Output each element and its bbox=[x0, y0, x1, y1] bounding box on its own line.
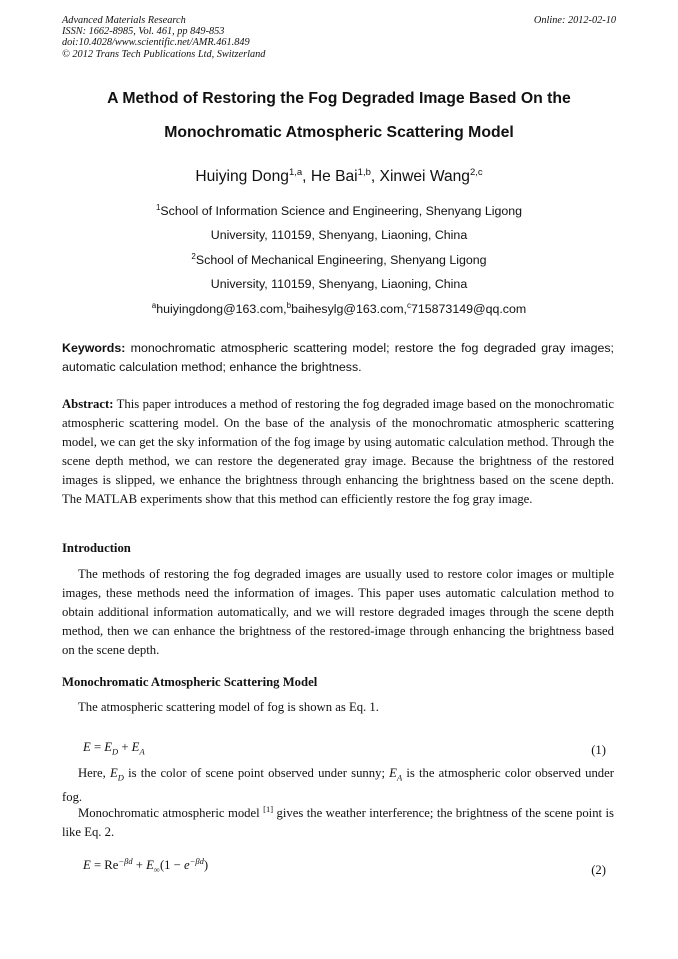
affiliation-mark: 2 bbox=[191, 252, 196, 261]
eq-symbol: E bbox=[83, 858, 91, 872]
author-list: Huiying Dong$^{1,a}$, He Bai$^{1,b}$, Xinwei Wang$^{2,c}$ bbox=[195, 167, 483, 185]
email-address: 715873149@qq.com bbox=[410, 302, 527, 316]
eq-symbol: E bbox=[83, 740, 91, 754]
author-name: He Bai bbox=[310, 168, 358, 185]
journal-info bbox=[62, 15, 265, 60]
journal-line: ISSN: 1662-8985, Vol. 461, pp 849-853 bbox=[62, 26, 225, 38]
equation-2 bbox=[83, 856, 208, 875]
abstract-text: This paper introduces a method of restoring the fog degraded image based on the monochromatic atmospheric scattering model. On the base of the analysis of the monochromatic atmospheric scattering model, we can get the sky information of the fog image by using automatic calculation method. Through the scene depth method, we can restore the degenerated gray image. Because the brightness of the restored images is slipped, we enhance the brightness through enhancing the brightness based on the scene depth. The MATLAB experiments show that this method can efficiently restore the fog gray image. bbox=[62, 397, 614, 506]
eq-symbol: e bbox=[184, 858, 190, 872]
email-address: baihesylg@163.com, bbox=[291, 302, 407, 316]
eq-operator: = bbox=[90, 740, 105, 754]
equation-1 bbox=[83, 740, 145, 757]
abstract bbox=[62, 395, 614, 509]
text-run: gives the weather interference; the brightness of the scene point is like Eq. 2. bbox=[62, 806, 614, 839]
abstract-label: Abstract: bbox=[62, 397, 114, 411]
variable-subscript: D bbox=[117, 772, 124, 783]
eq-operator: ) bbox=[203, 858, 209, 872]
affiliation-2-line-1 bbox=[62, 252, 616, 267]
section-heading-model: Monochromatic Atmospheric Scattering Model bbox=[62, 675, 318, 689]
citation: [1] bbox=[263, 804, 274, 814]
eq-subscript: D bbox=[112, 746, 119, 757]
email-mark: b bbox=[286, 301, 292, 310]
eq-subscript: A bbox=[139, 746, 145, 757]
introduction-paragraph: The methods of restoring the fog degraded images are usually used to restore color images or multiple images, these methods need the information of images. This paper uses automatic calculation method to obtain additional information automatically, and we will restore degraded images through the scene depth method, then we can enhance the brightness of the restored-image through enhancing the brightness based on the scene depth. bbox=[62, 567, 614, 657]
eq-subscript: ∞ bbox=[153, 864, 160, 875]
variable: E bbox=[110, 766, 118, 780]
affiliation-1-line-2: University, 110159, Shenyang, Liaoning, China bbox=[210, 228, 468, 242]
text-run: is the color of scene point observed under sunny; bbox=[123, 766, 390, 780]
affiliation-1-line-1 bbox=[62, 203, 616, 218]
eq-operator: + bbox=[118, 740, 132, 754]
affiliation-2-line-2: University, 110159, Shenyang, Liaoning, China bbox=[210, 277, 468, 291]
text-run: Here, bbox=[78, 766, 111, 780]
author-emails bbox=[62, 301, 616, 316]
eq-symbol: E bbox=[146, 858, 154, 872]
eq-superscript: −βd bbox=[189, 856, 204, 866]
text-run: is the atmospheric color observed under fog. bbox=[62, 766, 614, 804]
affiliation-text: School of Information Science and Engineering, Shenyang Ligong bbox=[160, 204, 523, 218]
eq-operator: = bbox=[90, 858, 105, 872]
equation-1-number: (1) bbox=[591, 743, 606, 757]
author-name: Xinwei Wang bbox=[379, 168, 470, 185]
affiliation-text: School of Mechanical Engineering, Shenyang Ligong bbox=[195, 253, 487, 267]
eq-operator: + bbox=[132, 858, 147, 872]
eq-operator: (1 − bbox=[159, 858, 185, 872]
author-affiliation-mark: 1,b bbox=[357, 167, 371, 178]
eq-symbol: E bbox=[104, 740, 113, 754]
model-paragraph-1: The atmospheric scattering model of fog is shown as Eq. 1. bbox=[78, 700, 379, 714]
keywords-text: monochromatic atmospheric scattering model; restore the fog degraded gray images; automatic calculation method; enhance the brightness. bbox=[62, 341, 614, 374]
email-mark: a bbox=[151, 301, 157, 310]
author-name: Huiying Dong bbox=[195, 168, 289, 185]
equation-2-number: (2) bbox=[591, 863, 606, 877]
affiliation-mark: 1 bbox=[155, 203, 161, 212]
variable: E bbox=[389, 766, 397, 780]
section-heading-introduction: Introduction bbox=[62, 541, 131, 555]
keywords bbox=[62, 339, 614, 377]
journal-line: doi:10.4028/www.scientific.net/AMR.461.849 bbox=[62, 37, 250, 49]
paper-title-line-2: Monochromatic Atmospheric Scattering Model bbox=[164, 124, 514, 141]
paper-title-line-1: A Method of Restoring the Fog Degraded Image Based On the bbox=[107, 90, 571, 107]
model-paragraph-3 bbox=[62, 800, 614, 842]
eq-symbol: E bbox=[131, 740, 140, 754]
eq-symbol: Re bbox=[104, 858, 119, 872]
author-affiliation-mark: 1,a bbox=[288, 167, 303, 178]
email-address: huiyingdong@163.com, bbox=[156, 302, 287, 316]
author-affiliation-mark: 2,c bbox=[469, 167, 483, 178]
text-run: Monochromatic atmospheric model bbox=[78, 806, 264, 820]
online-date: Online: 2012-02-10 bbox=[533, 15, 616, 26]
variable-subscript: A bbox=[396, 772, 403, 783]
keywords-label: Keywords: bbox=[62, 341, 126, 355]
journal-line: Advanced Materials Research bbox=[62, 15, 186, 26]
email-mark: c bbox=[406, 301, 411, 310]
eq-superscript: −βd bbox=[118, 856, 133, 866]
journal-line: © 2012 Trans Tech Publications Ltd, Switzerland bbox=[62, 48, 266, 60]
